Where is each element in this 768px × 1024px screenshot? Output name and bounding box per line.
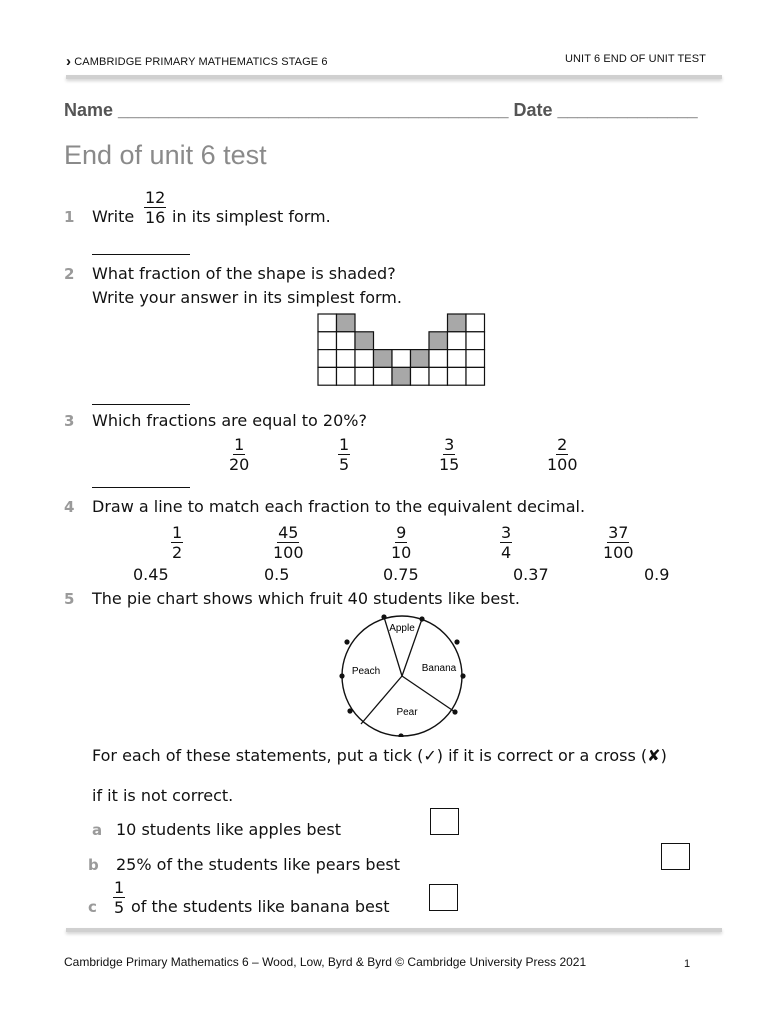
answer-line-3[interactable]	[92, 487, 190, 488]
q4-decimal-1: 0.45	[133, 565, 169, 584]
q4-fraction-2	[273, 524, 304, 561]
q1-text-after: in its simplest form.	[172, 207, 331, 226]
grid-cell	[374, 367, 393, 385]
page-number: 1	[684, 958, 691, 970]
fraction-denominator: 2	[172, 543, 183, 562]
grid-cell	[466, 314, 485, 332]
statement-b-answer-box[interactable]	[661, 843, 690, 870]
grid-cell	[318, 350, 337, 368]
chevron-right-icon: ›	[66, 53, 72, 70]
question-number-5: 5	[64, 590, 75, 608]
name-field[interactable]: _______________________________________	[118, 100, 509, 120]
fraction-denominator: 5	[339, 455, 350, 474]
page-title: End of unit 6 test	[64, 140, 267, 170]
fraction-numerator: 3	[501, 523, 512, 542]
pie-label-peach: Peach	[351, 666, 381, 677]
statement-letter-c: c	[88, 898, 97, 916]
statement-c-answer-box[interactable]	[429, 884, 458, 911]
q4-fraction-4	[500, 524, 512, 561]
q4-decimal-5: 0.9	[644, 565, 670, 584]
answer-line-1[interactable]	[92, 254, 190, 255]
fraction-numerator: 1	[172, 523, 183, 542]
fraction-denominator: 16	[145, 208, 166, 227]
q2-line-2: Write your answer in its simplest form.	[92, 288, 402, 307]
fraction-numerator: 12	[145, 188, 166, 207]
q5-text: The pie chart shows which fruit 40 students like best.	[92, 589, 520, 608]
q3-text: Which fractions are equal to 20%?	[92, 411, 367, 430]
header-divider	[66, 75, 722, 79]
fraction-denominator: 4	[501, 543, 512, 562]
q4-fraction-3	[391, 524, 411, 561]
grid-cell	[448, 350, 467, 368]
question-number-2: 2	[64, 265, 75, 283]
date-label: Date	[513, 100, 553, 120]
statement-letter-b: b	[88, 856, 99, 874]
pie-label-pear: Pear	[396, 707, 418, 718]
grid-cell-shaded	[374, 350, 393, 368]
grid-cell-shaded	[429, 332, 448, 350]
statement-c-text: of the students like banana best	[131, 897, 390, 916]
q4-text: Draw a line to match each fraction to the equivalent decimal.	[92, 497, 586, 516]
q3-fraction-1	[229, 436, 249, 473]
question-number-1: 1	[64, 208, 75, 226]
grid-cell	[355, 350, 374, 368]
grid-cell	[466, 367, 485, 385]
q3-fraction-4	[547, 436, 578, 473]
q5-instruction-2: if it is not correct.	[92, 786, 234, 805]
fraction-numerator: 45	[278, 523, 299, 542]
q3-fraction-3	[439, 436, 459, 473]
q4-decimal-2: 0.5	[264, 565, 290, 584]
grid-cell	[318, 367, 337, 385]
fraction-denominator: 100	[273, 543, 304, 562]
grid-cell	[429, 350, 448, 368]
fraction-denominator: 20	[229, 455, 250, 474]
fraction-numerator: 3	[444, 435, 455, 454]
header-left	[66, 52, 328, 69]
question-number-3: 3	[64, 412, 75, 430]
grid-cell	[411, 367, 430, 385]
footer-copyright: Cambridge Primary Mathematics 6 – Wood, Low, Byrd & Byrd © Cambridge University Press 2021	[64, 955, 587, 969]
pie-label-banana: Banana	[421, 663, 457, 674]
fraction-numerator: 1	[114, 878, 125, 897]
pie-marker	[419, 616, 424, 621]
pie-marker	[452, 709, 457, 714]
q4-fraction-5	[603, 524, 634, 561]
fraction-numerator: 1	[234, 435, 245, 454]
grid-cell	[466, 332, 485, 350]
fruit-pie-chart	[328, 611, 472, 737]
fraction-denominator: 10	[391, 543, 412, 562]
fraction-denominator: 15	[439, 455, 460, 474]
q2-line-1: What fraction of the shape is shaded?	[92, 264, 396, 283]
grid-cell	[392, 350, 411, 368]
grid-cell	[448, 367, 467, 385]
header-right: UNIT 6 END OF UNIT TEST	[564, 53, 706, 65]
q4-fraction-1	[171, 524, 183, 561]
grid-cell	[337, 367, 356, 385]
q5-instruction-1: For each of these statements, put a tick (✓) if it is correct or a cross (✘)	[92, 746, 667, 765]
grid-cell	[355, 367, 374, 385]
statement-a-text: 10 students like apples best	[116, 820, 341, 839]
pie-marker	[344, 639, 349, 644]
pie-label-apple: Apple	[389, 623, 415, 634]
pie-marker	[381, 614, 386, 619]
grid-cell-shaded	[411, 350, 430, 368]
grid-cell	[337, 350, 356, 368]
grid-cell	[429, 367, 448, 385]
header-left-text: CAMBRIDGE PRIMARY MATHEMATICS STAGE 6	[74, 56, 328, 68]
pie-marker	[454, 639, 459, 644]
fraction-denominator: 5	[114, 898, 125, 917]
grid-cell	[318, 332, 337, 350]
footer-divider	[66, 928, 722, 932]
q1-text-before: Write	[92, 207, 135, 226]
name-label: Name	[64, 100, 114, 120]
grid-cell-shaded	[355, 332, 374, 350]
fraction-numerator: 37	[608, 523, 629, 542]
grid-cell	[448, 332, 467, 350]
shaded-grid-shape	[317, 313, 487, 387]
grid-cell	[466, 350, 485, 368]
pie-marker	[339, 673, 344, 678]
answer-line-2[interactable]	[92, 404, 190, 405]
statement-a-answer-box[interactable]	[430, 808, 459, 835]
q4-decimal-3: 0.75	[383, 565, 419, 584]
statement-letter-a: a	[92, 821, 103, 839]
q3-fraction-2	[338, 436, 350, 473]
grid-cell-shaded	[337, 314, 356, 332]
name-date-line	[64, 100, 698, 121]
grid-cell	[337, 332, 356, 350]
date-field[interactable]: ______________	[557, 100, 698, 120]
grid-cell-shaded	[448, 314, 467, 332]
grid-cell	[318, 314, 337, 332]
q1-fraction	[144, 189, 166, 226]
fraction-denominator: 100	[547, 455, 578, 474]
fraction-numerator: 2	[557, 435, 568, 454]
statement-c-fraction	[113, 879, 125, 916]
q4-decimal-4: 0.37	[513, 565, 549, 584]
statement-b-text: 25% of the students like pears best	[116, 855, 401, 874]
question-number-4: 4	[64, 498, 75, 516]
pie-marker	[460, 673, 465, 678]
pie-marker	[347, 708, 352, 713]
fraction-numerator: 1	[339, 435, 350, 454]
fraction-numerator: 9	[396, 523, 407, 542]
fraction-denominator: 100	[603, 543, 634, 562]
grid-cell-shaded	[392, 367, 411, 385]
